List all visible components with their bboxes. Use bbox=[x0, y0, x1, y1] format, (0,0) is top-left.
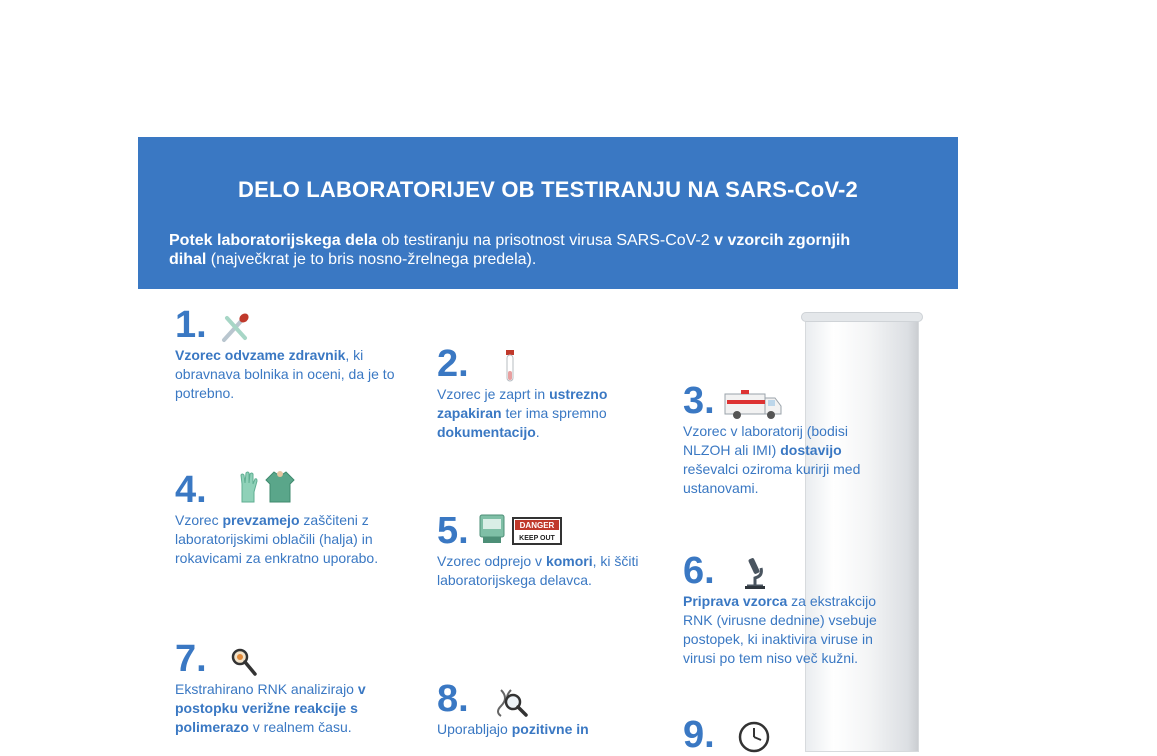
glove-icon bbox=[237, 470, 259, 504]
step-number: 5. bbox=[437, 510, 469, 552]
text-run: ob testiranju na prisotnost virusa SARS-CoV-2 bbox=[377, 232, 715, 249]
clock-icon bbox=[737, 720, 771, 754]
step-7 bbox=[175, 640, 405, 737]
text-run: Vzorec odvzame zdravnik bbox=[175, 347, 346, 363]
swab-icon bbox=[219, 310, 253, 344]
text-run: za ekstrakcijo RNK (virusne dednine) vsebuje postopek, ki inaktivira viruse in virusi po tem niso več kužni. bbox=[683, 593, 877, 666]
text-run: Vzorec v laboratorij (bodisi NLZOH ali IMI) bbox=[683, 423, 848, 458]
text-run: (največkrat je to bris nosno-žrelnega predela). bbox=[206, 251, 537, 268]
text-run: pozitivne in bbox=[511, 721, 589, 737]
step-3 bbox=[683, 382, 893, 498]
step-4 bbox=[175, 470, 415, 568]
test-tube-illustration bbox=[805, 312, 919, 752]
text-run: ter ima spremno bbox=[501, 405, 607, 421]
step-1 bbox=[175, 306, 405, 403]
test-tube-icon bbox=[503, 349, 517, 383]
test-tube-rim bbox=[801, 312, 923, 322]
danger-sign-icon bbox=[512, 517, 562, 545]
step-9 bbox=[683, 716, 893, 756]
step-8 bbox=[437, 680, 647, 739]
step-text bbox=[437, 552, 657, 590]
step-number: 6. bbox=[683, 550, 715, 592]
step-number: 3. bbox=[683, 380, 715, 422]
text-run: Priprava vzorca bbox=[683, 593, 788, 609]
step-text bbox=[683, 422, 893, 498]
step-number: 4. bbox=[175, 469, 207, 511]
step-number: 7. bbox=[175, 638, 207, 680]
step-text bbox=[437, 720, 647, 739]
text-run: ustrezno zapakiran bbox=[437, 386, 608, 421]
text-run: Vzorec odprejo v bbox=[437, 553, 546, 569]
step-2 bbox=[437, 345, 647, 442]
step-5 bbox=[437, 512, 657, 590]
text-run: Ekstrahirano RNK analizirajo bbox=[175, 681, 358, 697]
text-run: Uporabljajo bbox=[437, 721, 512, 737]
text-run: , ki obravnava bolnika in oceni, da je to potrebno. bbox=[175, 347, 395, 401]
intro-text bbox=[169, 231, 889, 269]
text-run: v vzorcih zgornjih dihal bbox=[169, 232, 851, 268]
text-run: komori bbox=[545, 553, 593, 569]
step-6 bbox=[683, 552, 908, 668]
step-number: 9. bbox=[683, 714, 715, 756]
text-run: . bbox=[535, 424, 540, 440]
text-run: reševalci oziroma kurirji med ustanovami. bbox=[683, 461, 861, 496]
text-run: Potek laboratorijskega dela bbox=[169, 232, 378, 249]
step-text bbox=[175, 680, 405, 737]
magnifier-icon bbox=[229, 646, 259, 678]
ambulance-icon bbox=[723, 386, 783, 420]
text-run: v postopku verižne reakcije s polimerazo bbox=[175, 681, 366, 735]
cabinet-icon bbox=[477, 513, 507, 545]
danger-sign-bottom: KEEP OUT bbox=[518, 535, 555, 542]
danger-sign-top: DANGER bbox=[519, 521, 554, 530]
step-text bbox=[437, 385, 647, 442]
header-banner bbox=[138, 137, 958, 289]
step-text bbox=[683, 592, 908, 668]
text-run: zaščiteni z laboratorijskimi oblačili (halja) in rokavicami za enkratno uporabo. bbox=[175, 512, 379, 566]
text-run: , ki ščiti laboratorijskega delavca. bbox=[437, 553, 639, 588]
text-run: prevzamejo bbox=[222, 512, 300, 528]
step-number: 8. bbox=[437, 678, 469, 720]
text-run: Vzorec bbox=[175, 512, 223, 528]
step-number: 1. bbox=[175, 304, 207, 346]
step-text bbox=[175, 511, 415, 568]
page-title: DELO LABORATORIJEV OB TESTIRANJU NA SARS-CoV-2 bbox=[238, 177, 858, 202]
text-run: v realnem času. bbox=[248, 719, 352, 735]
step-number: 2. bbox=[437, 343, 469, 385]
gown-icon bbox=[264, 470, 296, 504]
text-run: Vzorec je zaprt in bbox=[437, 386, 550, 402]
step-text bbox=[175, 346, 405, 403]
text-run: dostavijo bbox=[780, 442, 842, 458]
text-run: dokumentacijo bbox=[437, 424, 536, 440]
dna-magnifier-icon bbox=[495, 686, 529, 718]
microscope-icon bbox=[741, 556, 769, 590]
